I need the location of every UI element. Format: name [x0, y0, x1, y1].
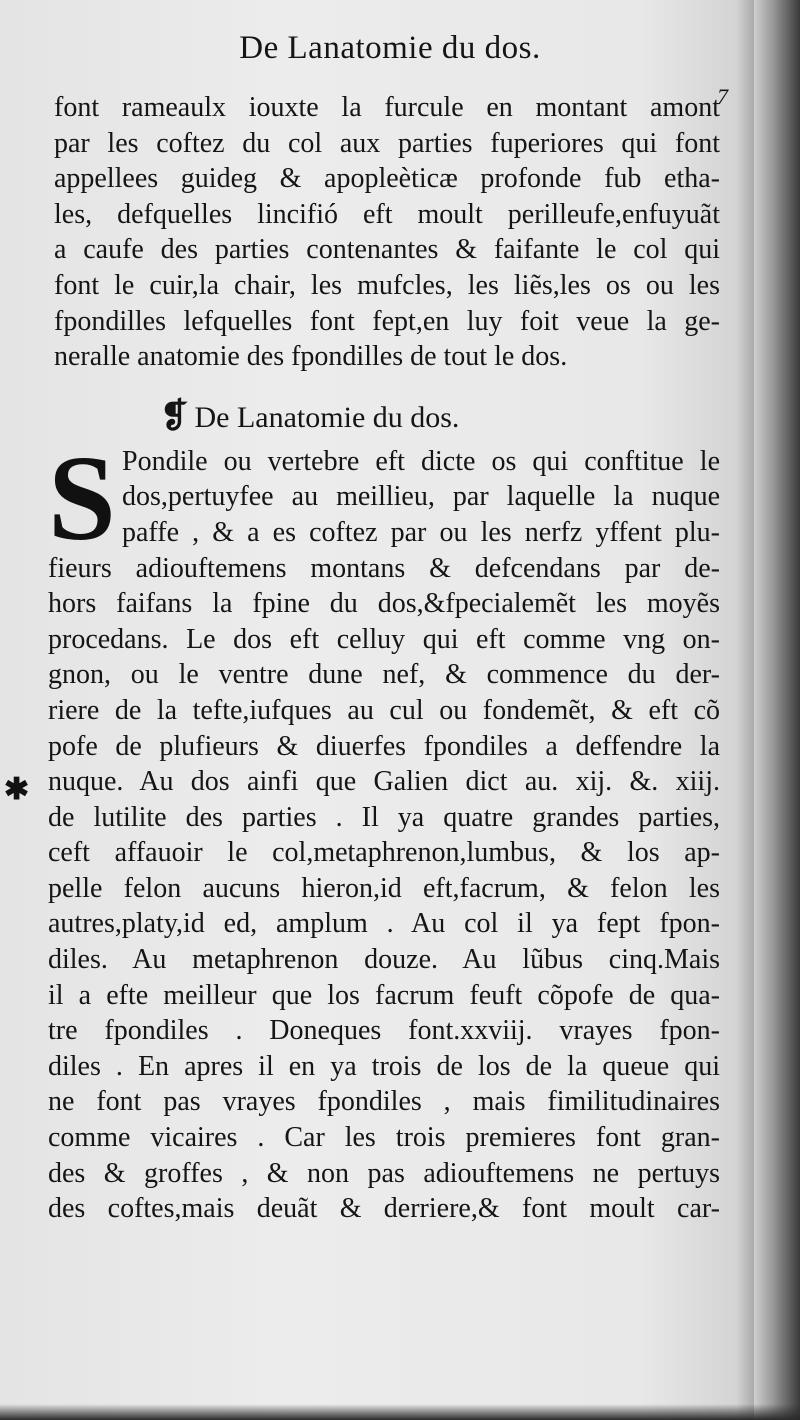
- text-line: dos,pertuyfee au meillieu, par laquelle la nuque: [122, 481, 720, 513]
- book-gutter-edge: [754, 0, 800, 1420]
- text-line: des & groffes , & non pas adiouftemens ne pertuys: [48, 1157, 720, 1189]
- text-line: font le cuir,la chair, les mufcles, les liẽs,les os ou les: [54, 269, 720, 301]
- main-paragraph: [48, 430, 720, 1227]
- drop-cap: S: [48, 430, 116, 566]
- intro-paragraph: [54, 90, 720, 375]
- page-text-block: [40, 28, 728, 1227]
- text-line: ceft affauoir le col,metaphrenon,lumbus, & los ap-: [48, 837, 720, 869]
- text-line: il a efte meilleur que los facrum feuft cõpofe de qua-: [48, 979, 720, 1011]
- text-line: fieurs adiouftemens montans & defcendans par de-: [48, 552, 720, 584]
- text-line: les, defquelles lincifió eft moult perilleufe,enfuyuãt: [54, 198, 720, 230]
- text-line: ne font pas vrayes fpondiles , mais fimilitudinaires: [48, 1086, 720, 1118]
- text-line: gnon, ou le ventre dune nef, & commence du der-: [48, 659, 720, 691]
- text-line: nuque. Au dos ainfi que Galien dict au. xij. &. xiij.: [48, 766, 720, 798]
- text-line: font rameaulx iouxte la furcule en montant amont: [54, 92, 720, 123]
- text-line: pofe de plufieurs & diuerfes fpondiles a deffendre la: [48, 730, 720, 762]
- text-line: par les coftez du col aux parties fuperiores qui font: [54, 127, 720, 159]
- margin-asterisk-icon: ✱: [4, 773, 30, 806]
- text-line: des coftes,mais deuãt & derriere,& font moult car-: [48, 1193, 720, 1225]
- text-line: paffe , & a es coftez par ou les nerfz yffent plu-: [122, 516, 720, 548]
- text-line: fpondilles lefquelles font fept,en luy foit veue la ge-: [54, 305, 720, 337]
- running-head: De Lanatomie du dos.: [239, 30, 541, 66]
- text-line: appellees guideg & apopleѐticæ profonde fub etha-: [54, 163, 720, 195]
- text-line: neralle anatomie des fpondilles de tout le dos.: [54, 341, 568, 373]
- text-line: riere de la tefte,iufques au cul ou fondemẽt, & eft cõ: [48, 694, 720, 726]
- text-line: tre fpondiles . Doneques font.xxviij. vrayes fpon-: [48, 1015, 720, 1047]
- text-line: procedans. Le dos eft celluy qui eft comme vng on-: [48, 623, 720, 655]
- text-line: autres,platy,id ed, amplum . Au col il ya fept fpon-: [48, 908, 720, 940]
- pilcrow-icon: ❡: [160, 397, 189, 435]
- text-line: a caufe des parties contenantes & faifante le col qui: [54, 234, 720, 266]
- section-heading-text: De Lanatomie du dos.: [194, 400, 460, 434]
- text-line: Pondile ou vertebre eft dicte os qui conftitue le: [122, 445, 720, 477]
- text-line: de lutilite des parties . Il ya quatre grandes parties,: [48, 801, 720, 833]
- section-heading: [160, 399, 720, 436]
- text-line: diles . En apres il en ya trois de los de la queue qui: [48, 1050, 720, 1082]
- text-line: diles. Au metaphrenon douze. Au lũbus cinq.Mais: [48, 944, 720, 976]
- text-line: comme vicaires . Car les trois premieres font gran-: [48, 1122, 720, 1154]
- text-line: hors faifans la fpine du dos,&fpecialemẽt les moyẽs: [48, 588, 720, 620]
- folio-number: 7: [717, 84, 728, 109]
- scan-bottom-shadow: [0, 1404, 800, 1420]
- text-line: pelle felon aucuns hieron,id eft,facrum, & felon les: [48, 872, 720, 904]
